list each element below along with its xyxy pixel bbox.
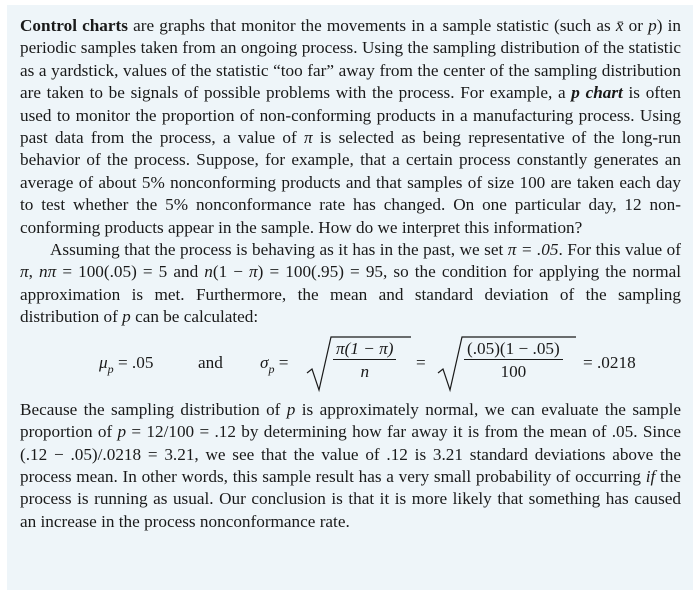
text-line: are graphs that monitor the movements in a sample statistic (such	[127, 16, 592, 35]
text-line: center of the sampling distribution are taken to be signals of possible problems with	[20, 60, 681, 103]
symbol-n: n	[204, 262, 213, 282]
conjunction-and: and	[198, 352, 223, 372]
symbol-pi: π	[20, 262, 29, 282]
text-line: value of	[237, 128, 304, 148]
text-line: as	[596, 16, 616, 35]
term-control-charts: Control charts	[20, 16, 128, 35]
symbol-p: p	[122, 307, 131, 327]
text-line: = 12/100 = .12 by determining how far away it is from the mean	[126, 422, 587, 442]
paragraph-assumption	[20, 239, 681, 329]
symbol-npi: nπ	[39, 262, 57, 282]
fraction-2-denominator: 100	[464, 359, 563, 382]
fraction-1-numerator: π(1 − π)	[336, 338, 394, 358]
textbook-panel	[7, 5, 693, 590]
text-line: whether the 5% nonconformance rate has changed. On one particular day, 12 non-	[73, 195, 681, 215]
text-line: Because the sampling distribution of	[20, 399, 287, 419]
symbol-sigma: σ	[260, 352, 269, 372]
text-line: ) = 100(.95) = 95, so the condition	[257, 262, 507, 282]
text-line: conforming products in a manufacturing process. Using past data from the process, a	[20, 105, 681, 148]
text-line: Assuming that the process is behaving as it has in the past, we set	[50, 240, 508, 260]
sqrt-fraction-2	[436, 335, 576, 393]
symbol-p: p	[286, 399, 296, 419]
text-line: ,	[28, 262, 40, 282]
text-line: this value of	[595, 240, 681, 260]
fraction-2	[464, 339, 563, 382]
symbol-xbar: x̄	[615, 16, 624, 35]
subscript-p: p	[268, 361, 275, 376]
text-line: = 100(.05) = 5 and	[56, 262, 205, 282]
text-line: sample proportion of	[20, 399, 681, 442]
subscript-p: p	[107, 361, 114, 376]
mean-formula	[99, 352, 154, 376]
text-line: the process is running as usual. Our conclusion is that it is	[20, 466, 682, 509]
text-line: distribution of the statistic as a yardstick, values of the statistic “too far” away from the	[20, 38, 681, 80]
fraction-1-denominator: n	[333, 359, 396, 382]
text-line: is often used to monitor the proportion of non-	[20, 83, 682, 125]
symbol-pi: π	[249, 262, 258, 282]
symbol-p: p	[117, 422, 127, 442]
text-line: deviations above the process mean. In other words, this sample result has a very small	[20, 444, 682, 486]
text-line: is approximately normal, we can evaluate the	[295, 399, 626, 419]
text-line: Suppose, for example, that a certain process constantly generates an average of about	[20, 150, 681, 192]
text-line: of .05. Since (.12 − .05)/.0218 = 3.21, we see that the value of .12 is 3.21 standard	[20, 422, 682, 464]
text-line: the process. For example, a	[371, 83, 572, 103]
symbol-mu: μ	[99, 352, 108, 372]
text-line: more likely that something has caused an increase in the process nonconformance rate.	[20, 489, 682, 531]
text-line: for applying the normal approximation is met. Furthermore, the mean and standard	[20, 262, 682, 304]
equals-sign: =	[278, 352, 289, 372]
equation-pi: π = .05	[507, 240, 559, 260]
symbol-p: p	[648, 16, 657, 35]
fraction-2-numerator: (.05)(1 − .05)	[467, 338, 560, 358]
text-line: or	[623, 16, 649, 35]
emphasis-if: if	[645, 466, 656, 486]
paragraph-conclusion	[20, 399, 681, 533]
text-line: conforming products appear in the sample. How do we interpret this information?	[20, 217, 583, 237]
text-line: ) in periodic samples taken from an ongoing process. Using the sampling	[20, 16, 681, 58]
sigma-symbol	[260, 352, 289, 376]
formula-block	[20, 329, 681, 399]
fraction-1	[333, 339, 396, 382]
paragraph-control-charts	[20, 15, 681, 239]
text-line: deviation of the sampling distribution of	[20, 284, 681, 327]
text-line: . For	[558, 240, 592, 260]
symbol-pi: π	[303, 128, 313, 148]
sigma-result: = .0218	[583, 352, 636, 372]
term-p-chart: p chart	[571, 83, 623, 103]
sqrt-fraction-1	[305, 335, 411, 393]
text-line: (1 −	[212, 262, 250, 282]
text-line: probability of occurring	[475, 466, 646, 486]
text-line: 5% nonconforming products and that samples of size 100 are taken each day to test	[20, 172, 682, 215]
text-line: can be calculated:	[130, 307, 259, 327]
text-line: is selected as being representative of the long-run behavior of the process.	[20, 128, 681, 170]
mean-value: = .05	[117, 352, 154, 372]
equals-sign: =	[416, 352, 426, 372]
